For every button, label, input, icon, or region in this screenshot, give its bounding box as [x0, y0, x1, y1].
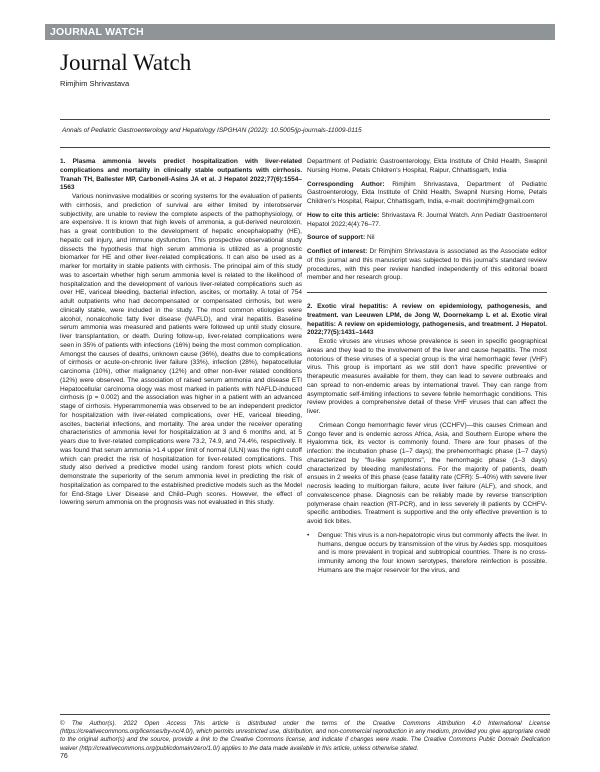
article-2-para-2: Crimean Congo hemorrhagic fever virus (CCHFV)—this causes Crimean and Congo fever and is endemic across Africa, Asia, and Southern Europe where the Hyalomma tick, its vector is commonly found. There are four phases of the infection: the incubation phase (1–7 days); the prehemorrhagic phase (1–7 days) characterized by "flu-like symptoms", the hemorrhagic phase (1–3 days) characterized by bleeding manifestations. For the majority of patients, death ensues in 2 weeks of this phase (case fatality rate (CFR): 5–40%) with severe liver necrosis leading to multiorgan failure, acute liver failure (ALF), and shock, and convalescence phase. Diagnosis can be reliably made by reverse transcription polymerase chain reaction (RT-PCR), and in less severely ill patients by CCHFV-specific antibodies. Treatment is supportive and the only effective prevention is to avoid tick bites.: [307, 421, 547, 525]
page-title: Journal Watch: [60, 50, 192, 75]
conflict-text: Dr Rimjhim Shrivastava is associated as the Associate editor of this journal and this manuscript was subjected to this journal's standard review procedures, with this peer review handled independently of this editorial board member and her research group.: [307, 248, 547, 282]
journal-citation: Annals of Pediatric Gastroenterology and Hepatology ISPGHAN (2022): 10.5005/jp-journals-11009-0115: [62, 127, 362, 134]
cite-text: Shrivastava R. Journal Watch. Ann Pediatr Gastroenterol Hepatol 2022;4(4):76–77.: [307, 211, 548, 228]
cite-label: How to cite this article:: [307, 211, 380, 219]
citation-divider: [60, 147, 550, 148]
right-column: [307, 158, 547, 576]
article-1-heading: 1. Plasma ammonia levels predict hospitalization with liver-related complications and mortality in clinically stable outpatients with cirrhosis. Tranah TH, Ballester MP, Carbonell-Asins JA et al. J Hepatol 2022;77(6):1554–1563: [60, 158, 302, 192]
license-footer: © The Author(s). 2022 Open Access This article is distributed under the terms of the Creative Commons Attribution 4.0 International License (https://creativecommons.org/licenses/by-nc/4.0/), which permits unrestricted use, distribution, and non-commercial reproduction in any medium, provided you give appropriate credit to the original author(s) and the source, provide a link to the Creative Commons license, and indicate if changes were made. The Creative Commons Public Domain Dedication waiver (http://creativecommons.org/publicdomain/zero/1.0/) applies to the data made available in this article, unless otherwise stated.: [60, 720, 550, 752]
section-banner: JOURNAL WATCH: [45, 24, 555, 40]
conflict-label: Conflict of interest:: [307, 248, 368, 255]
author-name: Rimjhim Shrivastava: [60, 79, 130, 88]
affiliation: Department of Pediatric Gastroenterology, Ekta Institute of Child Health, Swapnil Nursing Home, Petals Children's Hospital, Raipur, Chhattisgarh, India: [307, 158, 547, 174]
page-number: 76: [60, 753, 68, 760]
corresponding-label: Corresponding Author:: [307, 180, 385, 188]
footer-divider: [60, 714, 550, 715]
right-column-divider: [307, 292, 547, 293]
article-2-heading: 2. Exotic viral hepatitis: A review on epidemiology, pathogenesis, and treatment. van Leeuwen LPM, de Jong W, Doornekamp L et al. Exotic viral hepatitis: A review on epidemiology, pathogenesis, and treatment. J Hepatol. 2022;77(5):1431–1443: [307, 303, 547, 337]
conflict-of-interest: [307, 248, 547, 283]
top-divider: [60, 119, 550, 120]
support-text: Nil: [365, 234, 375, 242]
dengue-bullet: • Dengue: This virus is a non-hepatotropic virus but commonly affects the liver. In humans, dengue occurs by transmission of the virus by Aedes spp. mosquitoes and is more prevalent in tropical and subtropical countries. There is no cross-immunity among the four known serotypes, therefore reinfection is possible. Humans are the major reservoir for the virus, and: [307, 532, 547, 576]
support-label: Source of support:: [307, 234, 366, 242]
source-of-support: [307, 234, 547, 243]
corresponding-text: Rimjhim Shrivastava, Department of Pediatric Gastroenterology, Ekta Institute of Child Health, Swapnil Nursing Home, Petals Children's Hospital, Raipur, Chhattisgarh, India, e-mail: docrimjhim@gmail.com: [307, 180, 547, 205]
corresponding-author: [307, 181, 547, 207]
left-column: [60, 158, 302, 508]
article-2-para-1: Exotic viruses are viruses whose prevalence is seen in specific geographical areas and they lead to the involvement of the liver and cause hepatitis. The most notorious of these viruses of a special group is the viral hemorrhagic fever (VHF) virus. This group is important as we still don't have specific preventive or therapeutic measures available for them, they can lead to severe outbreaks and can spread to non-endemic areas by international travel. They can range from asymptomatic self-limiting infections to severe febrile hemorrhagic conditions. This review provides a comprehensive detail of these VHF viruses that can affect the liver.: [307, 338, 547, 415]
article-1-body: Various noninvasive modalities or scoring systems for the evaluation of patients with cirrhosis, and prediction of survival are either limited by interobserver subjectivity, are unable to review the complete aspects of the pathophysiology, or are expensive. It is known that high levels of ammonia, a gut-derived neurotoxin, has a great contribution to the development of hepatic encephalopathy (HE), hepatic cell injury, and immune dysfunction. This prospective observational study dissects the hypothesis that high serum ammonia is utilized as a prognostic biomarker for HE and other liver-related complications. It can also be used as a marker for mortality in stable patients with cirrhosis. The principal aim of this study was to ascertain whether high serum ammonia level is related to the likelihood of hospitalization and the development of various liver-related complications such as over HE, variceal bleeding, bacterial infection, ascites, or mortality. A total of 754 adult outpatients who had decompensated or compensated cirrhosis, but were clinically stable, were included in the study. The most common etiologies were alcohol, nonalcoholic fatty liver disease (NAFLD), and viral hepatitis. Baseline serum ammonia was measured and patients were followed up until study closure, liver transplantation, or death. During follow-up, liver-related complications were seen in 35% of patients with infections (16%) being the most common complication. Amongst the causes of deaths, unknown cause (36%), deaths due to complications of cirrhosis or acute-on-chronic liver failure (33%), infection (28%), hepatocellular carcinoma (10%), other malignancy (12%) and other non-liver related conditions (12%) were observed. The association of raised serum ammonia and disease ETI Hepatocellular carcinoma ology was most marked in patients with NAFLD-induced cirrhosis (p = 0.002) and the association was higher in a patient with an advanced stage of cirrhosis. Hyperammonemia was observed to be an independent predictor for hospitalization with liver-related complications, over HE, variceal bleeding, ascites, bacterial infections, and mortality. The area under the receiver operating characteristics of ammonia level for hospitalization at 3 and 6 months and, at 5 years due to liver-related complications were 73.2, 74.9, and 74.4%, respectively. It was found that serum ammonia >1.4 upper limit of normal (ULN) was the right cutoff which can predict the risk of hospitalization for liver-related complications. This study also derived a predictive model using random forest plots which could demonstrate the superiority of the serum ammonia level in predicting the risk of hospitalization as compared to the established predictive models such as the Model for End-Stage Liver Disease and Child–Pugh scores. However, the effect of lowering serum ammonia on the prognosis was not evaluated in this study.: [60, 193, 302, 507]
how-to-cite: [307, 212, 547, 230]
